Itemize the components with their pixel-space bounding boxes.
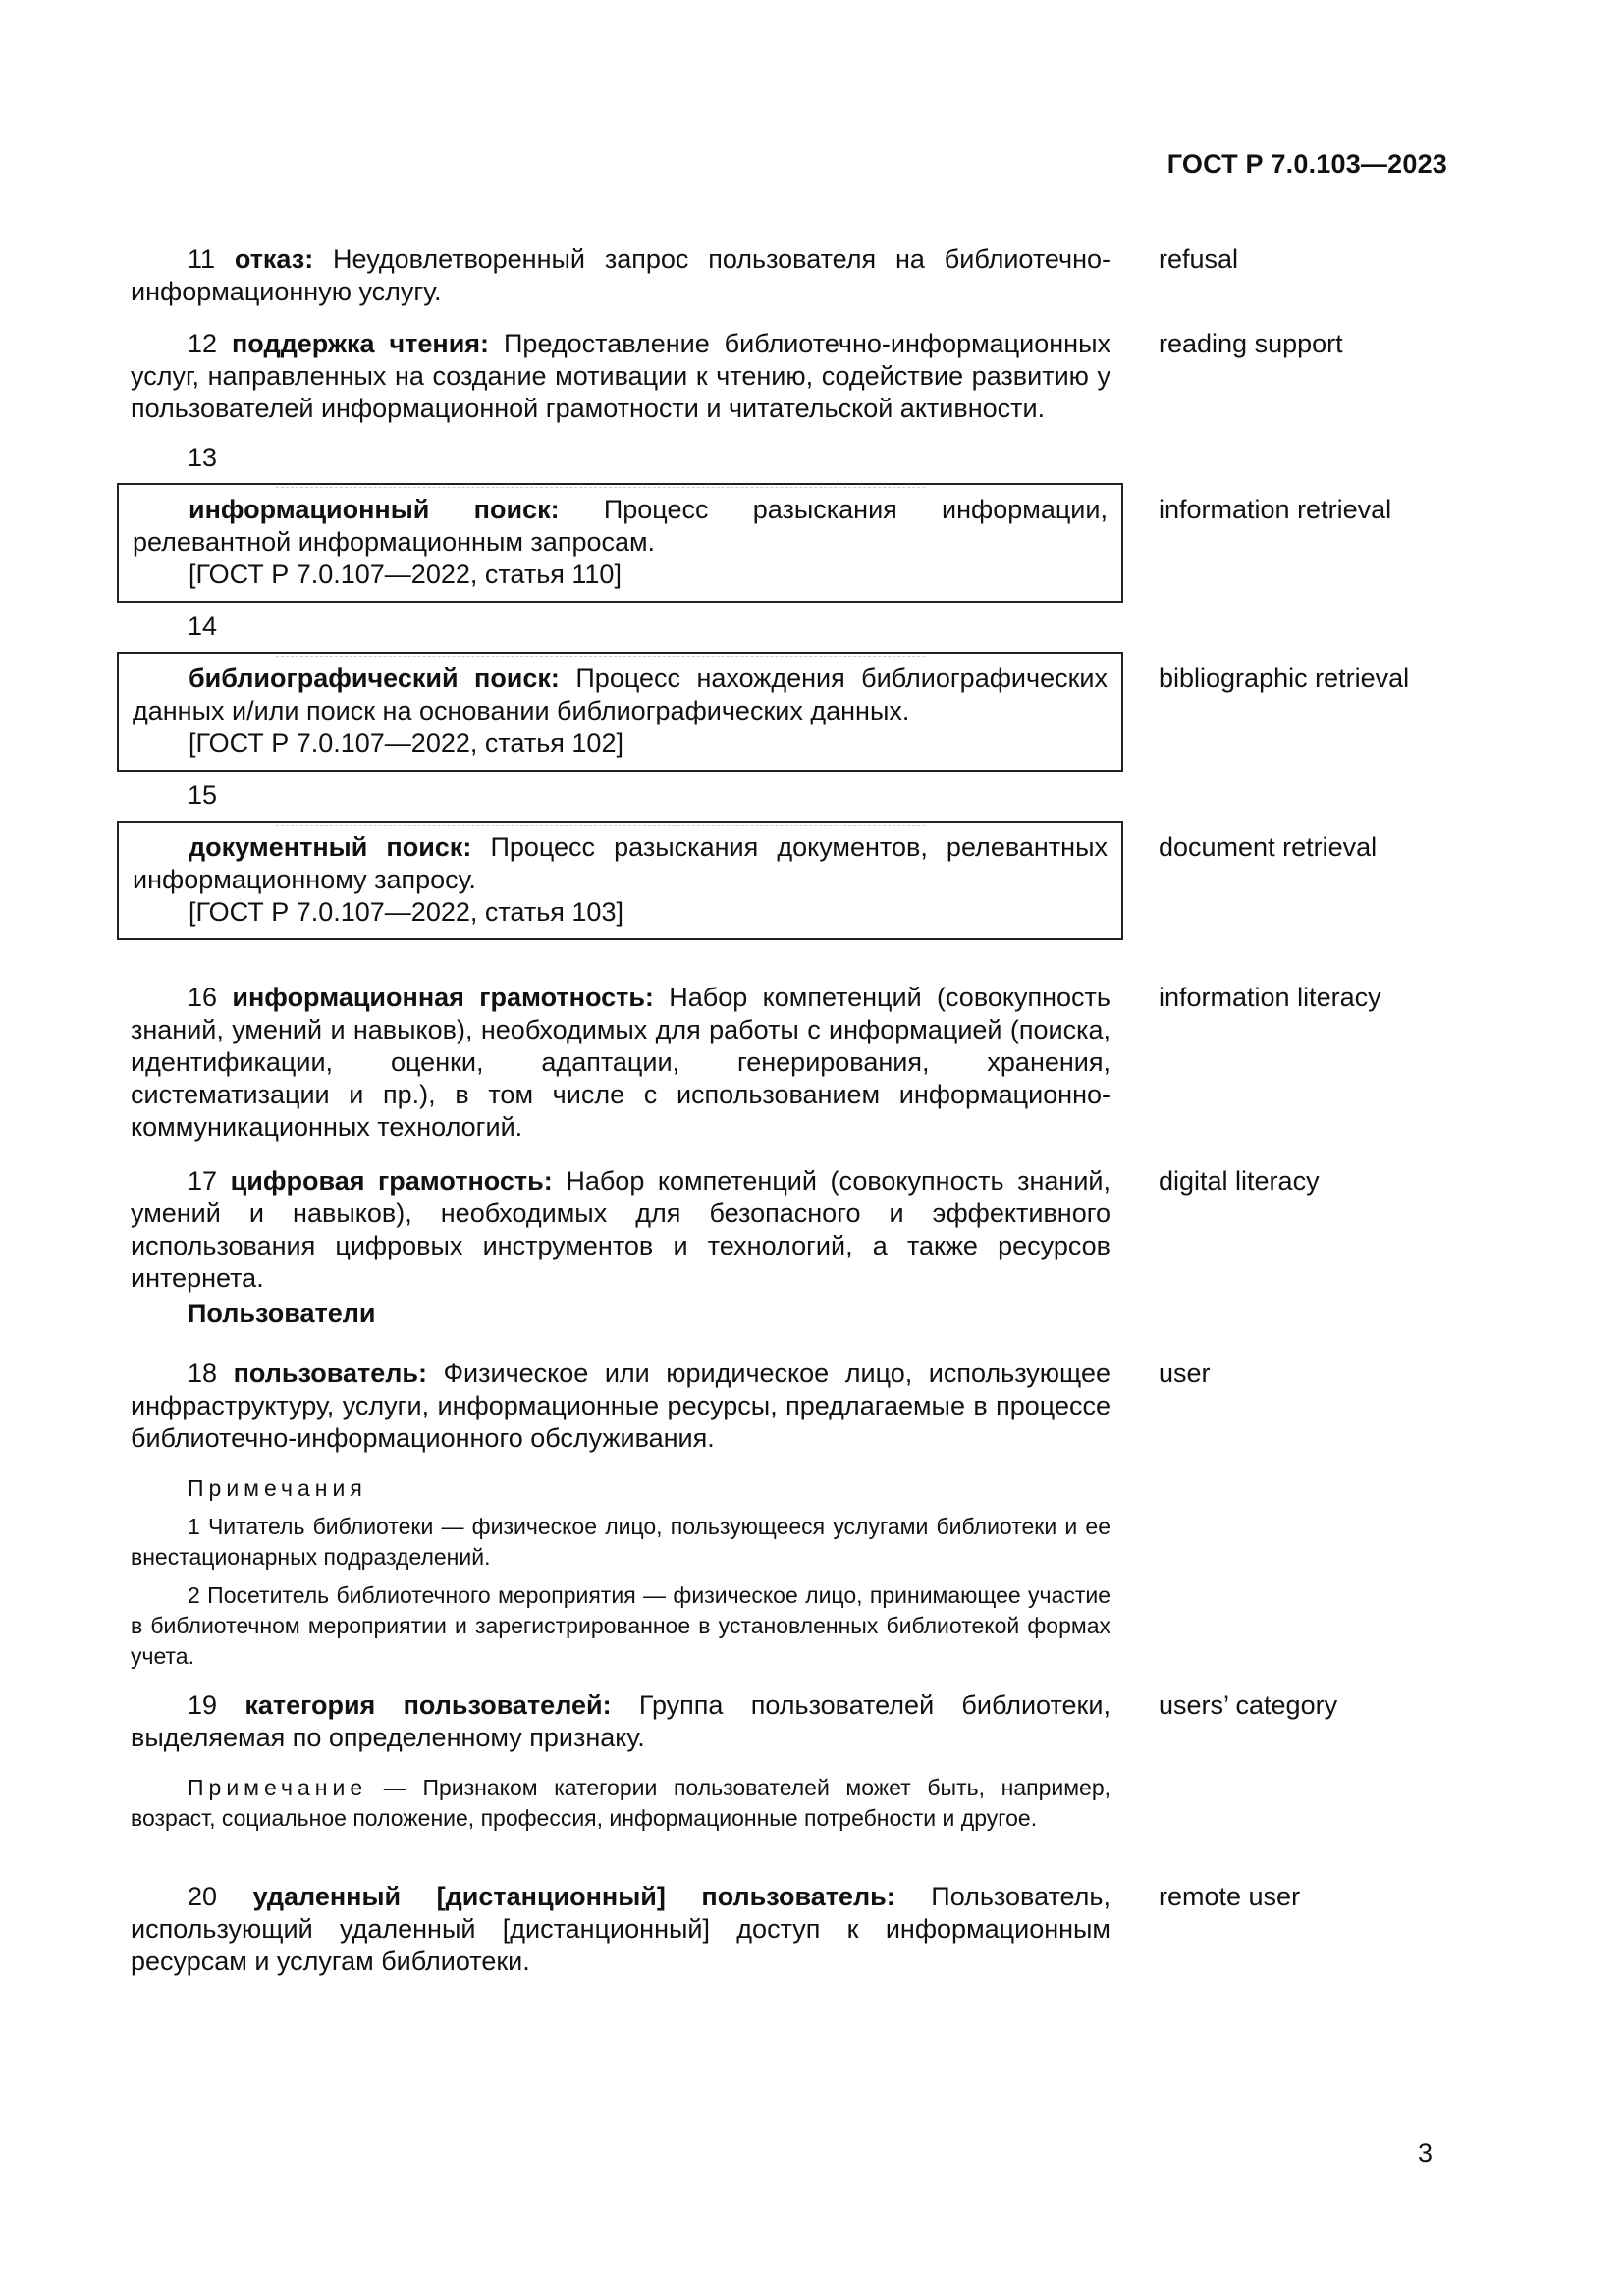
- term-definition: Процесс разыскания документов, релевантных информационному запросу.: [133, 832, 1108, 894]
- term-definition: Набор компетенций (совокупность знаний, умений и навыков), необходимых для работы с информацией (поиска, идентификации, оценки, адаптации, генерирования, хранения, систематизации и пр.), в том числе с использованием информационно-коммуникационных технологий.: [131, 983, 1110, 1142]
- term-14-number: 14: [188, 612, 218, 641]
- term-18-english: user: [1159, 1359, 1211, 1388]
- term-source: [ГОСТ Р 7.0.107—2022, статья 110]: [189, 560, 622, 589]
- term-15-english: document retrieval: [1159, 832, 1378, 862]
- term-16-english: information literacy: [1159, 983, 1381, 1012]
- term-13-box: [117, 483, 1123, 603]
- term-title: удаленный [дистанционный] пользователь:: [252, 1882, 895, 1911]
- term-11: 11 отказ: Неудовлетворенный запрос пользователя на библиотечно-информационную услугу.: [131, 244, 1110, 306]
- term-13-english: information retrieval: [1159, 495, 1392, 524]
- term-source: [ГОСТ Р 7.0.107—2022, статья 103]: [189, 897, 623, 927]
- term-19-english: users’ category: [1159, 1690, 1338, 1720]
- term-title: библиографический поиск:: [189, 664, 560, 693]
- term-12-english: reading support: [1159, 329, 1343, 358]
- term-17-english: digital literacy: [1159, 1166, 1320, 1196]
- term-source: [ГОСТ Р 7.0.107—2022, статья 102]: [189, 728, 623, 758]
- term-18: 18 пользователь: Физическое или юридическое лицо, использующее инфраструктуру, услуги, информационные ресурсы, предлагаемые в процессе библиотечно-информационного обслуживания.: [131, 1359, 1110, 1453]
- term-title: пользователь:: [233, 1359, 427, 1388]
- term-20: 20 удаленный [дистанционный] пользователь: Пользователь, использующий удаленный [дистанционный] доступ к информационным ресурсам и услугам библиотеки.: [131, 1882, 1110, 1976]
- notes-title: Примечания: [188, 1475, 367, 1501]
- page-number: 3: [1417, 2138, 1433, 2167]
- term-16: 16 информационная грамотность: Набор компетенций (совокупность знаний, умений и навыков), необходимых для работы с информацией (поиска, идентификации, оценки, адаптации, генерирования, хранения, систематизации и пр.), в том числе с использованием информационно-коммуникационных технологий.: [131, 983, 1110, 1142]
- term-definition: Предоставление библиотечно-информационных услуг, направленных на создание мотивации к чтению, содействие развитию у пользователей информационной грамотности и читательской активности.: [131, 329, 1110, 423]
- term-definition: Пользователь, использующий удаленный [дистанционный] доступ к информационным ресурсам и услугам библиотеки.: [131, 1882, 1110, 1976]
- term-definition: Группа пользователей библиотеки, выделяемая по определенному признаку.: [131, 1690, 1110, 1752]
- note-18-2: 2 Посетитель библиотечного мероприятия — физическое лицо, принимающее участие в библиотечном мероприятии и зарегистрированное в установленных библиотекой формах учета.: [131, 1582, 1110, 1669]
- term-definition: Процесс нахождения библиографических данных и/или поиск на основании библиографических данных.: [133, 664, 1108, 725]
- term-definition: Процесс разыскания информации, релевантной информационным запросам.: [133, 495, 1108, 557]
- term-14-english: bibliographic retrieval: [1159, 664, 1410, 693]
- section-heading: Пользователи: [188, 1299, 376, 1328]
- term-20-english: remote user: [1159, 1882, 1301, 1911]
- term-title: отказ:: [234, 244, 314, 274]
- term-title: документный поиск:: [189, 832, 472, 862]
- term-11-english: refusal: [1159, 244, 1239, 274]
- note-label: Примечание: [188, 1775, 368, 1800]
- standard-header: ГОСТ Р 7.0.103—2023: [1166, 149, 1447, 179]
- term-title: поддержка чтения:: [232, 329, 490, 358]
- term-13-number: 13: [188, 443, 218, 472]
- term-15-box: [117, 821, 1123, 940]
- note-18-1: 1 Читатель библиотеки — физическое лицо, пользующееся услугами библиотеки и ее внестационарных подразделений.: [131, 1514, 1110, 1570]
- term-definition: Физическое или юридическое лицо, использующее инфраструктуру, услуги, информационные ресурсы, предлагаемые в процессе библиотечно-информационного обслуживания.: [131, 1359, 1110, 1453]
- term-12: 12 поддержка чтения: Предоставление библиотечно-информационных услуг, направленных на создание мотивации к чтению, содействие развитию у пользователей информационной грамотности и читательской активности.: [131, 329, 1110, 423]
- term-title: цифровая грамотность:: [230, 1166, 553, 1196]
- term-definition: Неудовлетворенный запрос пользователя на библиотечно-информационную услугу.: [131, 244, 1110, 306]
- term-15-number: 15: [188, 780, 218, 810]
- term-definition: Набор компетенций (совокупность знаний, умений и навыков), необходимых для безопасного и эффективного использования цифровых инструментов и технологий, а также ресурсов интернета.: [131, 1166, 1110, 1293]
- term-17: 17 цифровая грамотность: Набор компетенций (совокупность знаний, умений и навыков), необходимых для безопасного и эффективного использования цифровых инструментов и технологий, а также ресурсов интернета.: [131, 1166, 1110, 1293]
- term-title: информационная грамотность:: [232, 983, 654, 1012]
- term-19: 19 категория пользователей: Группа пользователей библиотеки, выделяемая по определенному признаку.: [131, 1690, 1110, 1752]
- term-title: категория пользователей:: [244, 1690, 612, 1720]
- term-14-box: [117, 652, 1123, 772]
- note-19: [131, 1773, 1110, 1834]
- note-text: — Признаком категории пользователей может быть, например, возраст, социальное положение, профессия, информационные потребности и другое.: [131, 1775, 1111, 1831]
- term-title: информационный поиск:: [189, 495, 560, 524]
